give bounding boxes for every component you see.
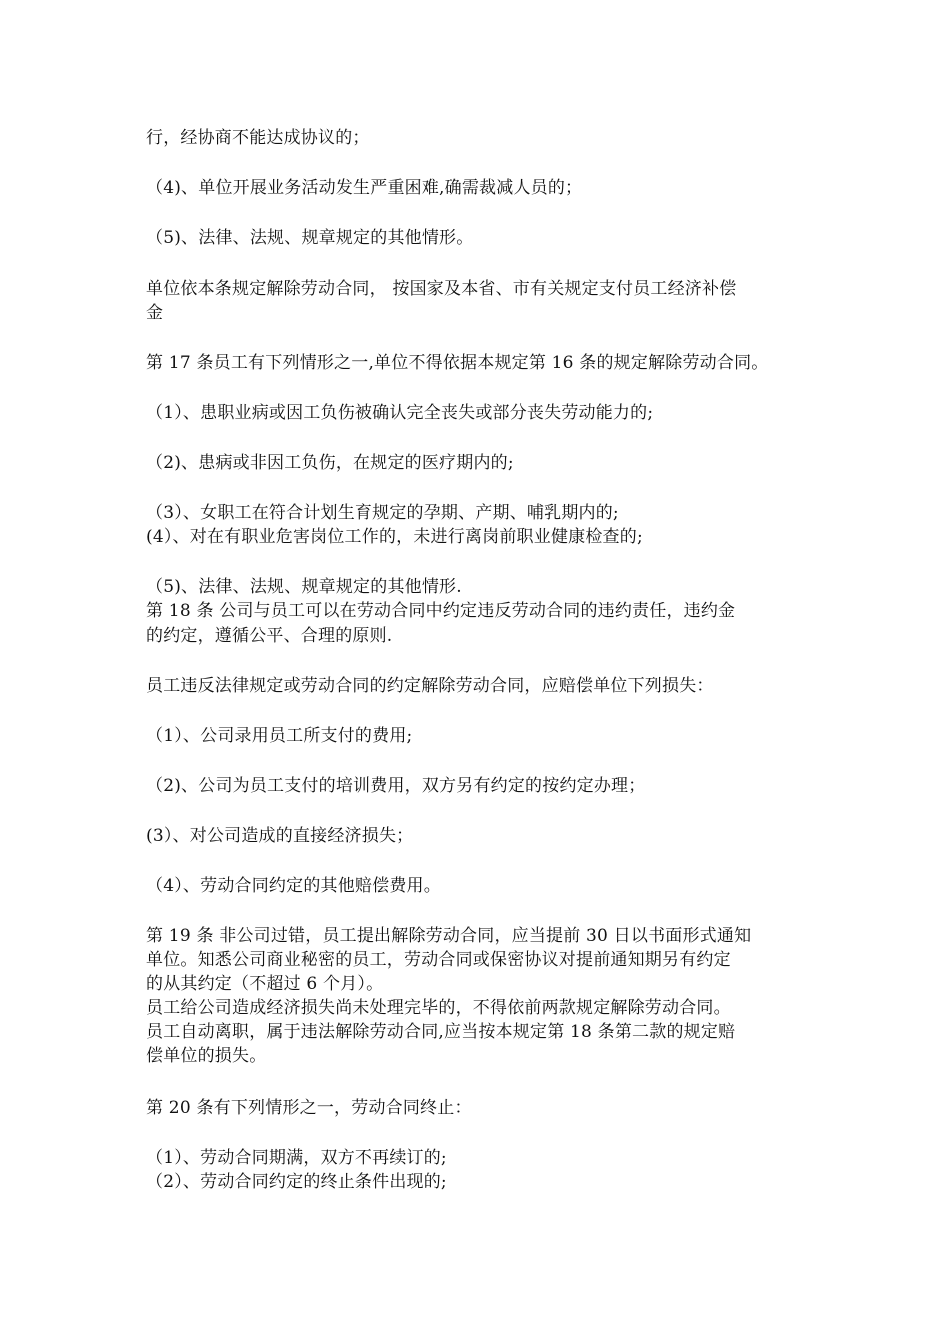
- text-line: （5)、法律、法规、规章规定的其他情形.: [146, 577, 462, 597]
- text-line: 第 20 条有下列情形之一，劳动合同终止：: [146, 1098, 472, 1118]
- text-line: 第 17 条员工有下列情形之一,单位不得依据本规定第 16 条的规定解除劳动合同。: [146, 353, 769, 373]
- text-line: （1）、患职业病或因工负伤被确认完全丧失或部分丧失劳动能力的;: [146, 403, 654, 423]
- text-line: （2)、患病或非因工负伤，在规定的医疗期内的;: [146, 453, 514, 473]
- text-line: 员工违反法律规定或劳动合同的约定解除劳动合同，应赔偿单位下列损失：: [146, 676, 714, 696]
- text-line: （1）、公司录用员工所支付的费用;: [146, 726, 413, 746]
- text-line: 员工给公司造成经济损失尚未处理完毕的，不得依前两款规定解除劳动合同。: [146, 998, 731, 1018]
- text-line: （2）、劳动合同约定的终止条件出现的;: [146, 1172, 447, 1192]
- text-line: 第 19 条 非公司过错，员工提出解除劳动合同，应当提前 30 日以书面形式通知: [146, 926, 752, 946]
- text-line: 单位依本条规定解除劳动合同， 按国家及本省、市有关规定支付员工经济补偿: [146, 279, 737, 299]
- text-line: （4）、劳动合同约定的其他赔偿费用。: [146, 876, 441, 896]
- text-line: 金: [146, 303, 164, 323]
- text-line: (4）、对在有职业危害岗位工作的，未进行离岗前职业健康检查的;: [146, 527, 643, 547]
- text-line: 员工自动离职，属于违法解除劳动合同,应当按本规定第 18 条第二款的规定赔: [146, 1022, 736, 1042]
- text-line: 单位。知悉公司商业秘密的员工，劳动合同或保密协议对提前通知期另有约定: [146, 950, 731, 970]
- text-line: （3）、女职工在符合计划生育规定的孕期、产期、哺乳期内的;: [146, 503, 619, 523]
- text-line: (3）、对公司造成的直接经济损失；: [146, 826, 414, 846]
- text-line: 偿单位的损失。: [146, 1046, 267, 1066]
- text-line: （2)、公司为员工支付的培训费用，双方另有约定的按约定办理；: [146, 776, 646, 796]
- text-line: 的约定，遵循公平、合理的原则.: [146, 626, 393, 646]
- text-line: 第 18 条 公司与员工可以在劳动合同中约定违反劳动合同的违约责任，违约金: [146, 601, 736, 621]
- text-line: 的从其约定（不超过 6 个月）。: [146, 974, 384, 994]
- text-line: （1）、劳动合同期满，双方不再续订的;: [146, 1148, 447, 1168]
- text-line: （4)、单位开展业务活动发生严重困难,确需裁减人员的；: [146, 178, 583, 198]
- text-line: 行，经协商不能达成协议的；: [146, 128, 370, 148]
- text-line: （5)、法律、法规、规章规定的其他情形。: [146, 228, 474, 248]
